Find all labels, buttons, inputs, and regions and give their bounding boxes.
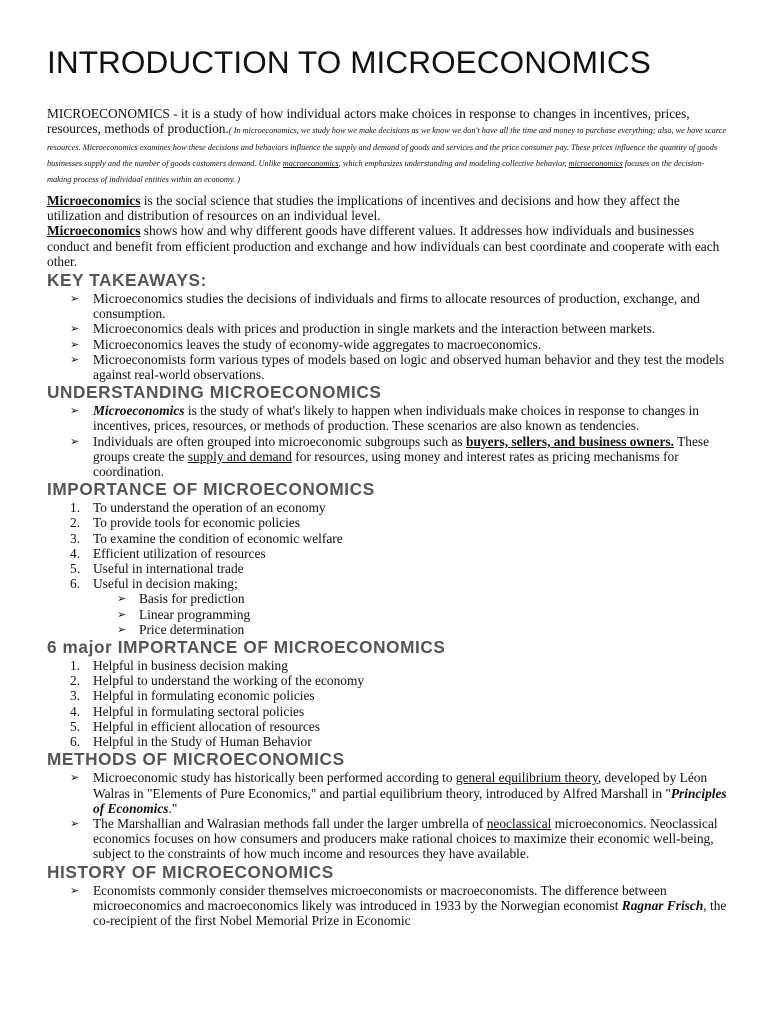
definition-paragraph-1: Microeconomics is the social science that studies the implications of incentives and decisions and how they affect the utilization and distribution of resources on an individual level.	[47, 193, 680, 224]
list-item: ➢ Microeconomic study has historically been performed according to general equilibrium theory, developed by Léon Walras in "Elements of Pure Economics," and partial equilibrium theory, introduced by Alfred Marshall in "Principles of Economics."	[70, 770, 727, 816]
intro-paragraph	[47, 106, 727, 186]
list-item: ➢ Microeconomics leaves the study of economy-wide aggregates to macroeconomics.	[70, 337, 727, 352]
list-item: ➢ Price determination	[117, 622, 727, 637]
supply-and-demand-link[interactable]: supply and demand	[187, 448, 292, 464]
major-importance-list	[47, 658, 727, 749]
list-item: 4. Helpful in formulating sectoral policies	[70, 703, 305, 719]
intro-lead: MICROECONOMICS - it is a study of how individual actors make choices in response to changes in incentives, prices, resources, methods of production.	[47, 106, 690, 137]
list-item: 1. To understand the operation of an economy	[70, 500, 326, 516]
definition-term: Microeconomics	[47, 223, 141, 239]
buyers-sellers-link[interactable]: buyers, sellers, and business owners.	[466, 433, 674, 449]
history-heading: HISTORY OF MICROECONOMICS	[47, 861, 334, 882]
list-item: ➢ Economists commonly consider themselves microeconomists or macroeconomists. The difference between microeconomics and macroeconomics likely was introduced in 1933 by the Norwegian economist Ragnar Frisch, the co-recipient of the first Nobel Memorial Prize in Economic	[70, 883, 727, 929]
list-item: 4. Efficient utilization of resources	[70, 545, 266, 561]
list-item: ➢ Microeconomics deals with prices and production in single markets and the interaction between markets.	[70, 321, 727, 336]
methods-heading: METHODS OF MICROECONOMICS	[47, 749, 345, 770]
key-takeaways-heading: KEY TAKEAWAYS:	[47, 270, 207, 291]
definition-term: Microeconomics	[47, 193, 141, 208]
understanding-heading: UNDERSTANDING MICROECONOMICS	[47, 382, 382, 403]
page-title: INTRODUCTION TO MICROECONOMICS	[47, 44, 651, 80]
understanding-list	[47, 403, 727, 479]
list-item: 1. Helpful in business decision making	[70, 658, 288, 674]
list-item: ➢ Microeconomics is the study of what's likely to happen when individuals make choices in response to changes in incentives, prices, resources, or methods of production. These scenarios are also known as tendencies.	[70, 403, 727, 433]
list-item: 6. Helpful in the Study of Human Behavior	[70, 734, 312, 750]
general-equilibrium-link[interactable]: general equilibrium theory	[455, 770, 598, 786]
list-item: ➢ Microeconomics studies the decisions of individuals and firms to allocate resources of production, exchange, and consumption.	[70, 291, 727, 321]
list-item: 6. Useful in decision making;	[70, 576, 238, 592]
list-item: ➢ Linear programming	[117, 607, 727, 622]
list-item: 3. Helpful in formulating economic policies	[70, 688, 315, 704]
history-list	[47, 883, 727, 929]
list-item: ➢ The Marshallian and Walrasian methods fall under the larger umbrella of neoclassical microeconomics. Neoclassical economics focuses on how consumers and producers make rational choices to maximize their economic well-being, subject to the constraints of how much income and resources they have available.	[70, 816, 727, 862]
list-item: 2. To provide tools for economic policies	[70, 515, 300, 531]
intro-note: ( In microeconomics, we study how we make decisions as we know we don't have all the time and money to purchase everything; also, we have scarce resources. Microeconomics examines how these decisions and behaviors influence the supply and demand of goods and services and the price consumer pay. These prices influence the quantity of goods businesses supply and the number of goods customers demand. Unlike macroeconomics, which emphasizes understanding and modeling collective behavior, microeconomics focuses on the decision-making process of individual entities within an economy. )	[47, 126, 727, 185]
neoclassical-link[interactable]: neoclassical	[486, 815, 552, 831]
list-item: 5. Useful in international trade	[70, 561, 244, 577]
importance-heading: IMPORTANCE OF MICROECONOMICS	[47, 479, 375, 500]
list-item: 3. To examine the condition of economic welfare	[70, 530, 343, 546]
key-takeaways-list	[47, 291, 727, 382]
list-item: 5. Helpful in efficient allocation of resources	[70, 718, 320, 734]
content-flow	[47, 193, 727, 928]
decision-making-sublist	[47, 591, 727, 637]
list-item: 2. Helpful to understand the working of the economy	[70, 673, 365, 689]
importance-list	[47, 500, 727, 591]
methods-list	[47, 770, 727, 861]
macroeconomics-link[interactable]: macroeconomics	[282, 158, 339, 168]
list-item: ➢ Individuals are often grouped into microeconomic subgroups such as buyers, sellers, and business owners. These groups create the supply and demand for resources, using money and interest rates as pricing mechanisms for coordination.	[70, 434, 727, 480]
microeconomics-link[interactable]: microeconomics	[568, 158, 623, 168]
definition-paragraph-2: Microeconomics shows how and why different goods have different values. It addresses how individuals and businesses conduct and benefit from efficient production and exchange and how individuals can best coordinate and cooperate with each other.	[47, 223, 720, 269]
list-item: ➢ Microeconomists form various types of models based on logic and observed human behavior and they test the models against real-world observations.	[70, 352, 727, 382]
major-importance-heading: 6 major IMPORTANCE OF MICROECONOMICS	[47, 637, 446, 658]
list-item: ➢ Basis for prediction	[117, 591, 727, 606]
